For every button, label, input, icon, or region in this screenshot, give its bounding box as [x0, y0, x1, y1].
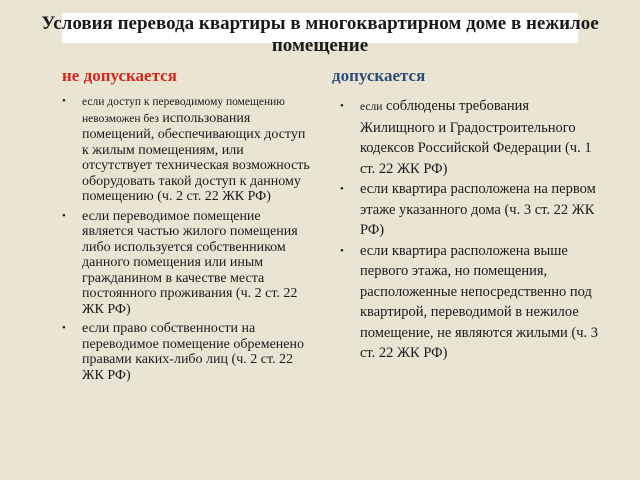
allowed-list — [340, 96, 602, 364]
bullet-icon: • — [340, 100, 344, 112]
bullet-icon: • — [340, 244, 344, 257]
list-item — [62, 94, 312, 205]
item-text: если квартира расположена на первом этаже указанного дома (ч. 3 ст. 22 ЖК РФ) — [360, 181, 596, 238]
item-text: если квартира расположена выше первого этажа, но помещения, расположенные непосредственно под квартирой, переводимой в нежилое помещение, не являются жилыми (ч. 3 ст. 22 ЖК РФ) — [360, 242, 599, 361]
item-text: соблюдены требования Жилищного и Градостроительного кодексов Российской Федерации (ч. 1 ст. 22 ЖК РФ) — [360, 98, 592, 177]
item-text: использования помещений, обеспечивающих доступ к жилым помещениям, или отсутствует техническая возможность оборудовать такой доступ к данному помещению (ч. 2 ст. 22 ЖК РФ) — [82, 110, 310, 204]
item-text: если право собственности на переводимое помещение обременено правами каких-либо лиц (ч. 2 ст. 22 ЖК РФ) — [82, 321, 304, 383]
bullet-icon: • — [62, 95, 66, 107]
list-item — [62, 209, 312, 318]
list-item — [340, 241, 602, 364]
list-item — [340, 96, 602, 179]
not-allowed-list — [62, 94, 312, 387]
not-allowed-heading: не допускается — [62, 66, 177, 85]
allowed-heading: допускается — [332, 66, 426, 85]
bullet-icon: • — [340, 183, 344, 195]
bullet-icon: • — [62, 209, 66, 222]
item-lead: если доступ к переводимому помещению невозможен без — [82, 96, 285, 125]
list-item — [62, 321, 312, 383]
page-title: Условия перевода квартиры в многоквартирном доме в нежилое помещение — [41, 13, 599, 56]
bullet-icon: • — [62, 322, 66, 334]
item-lead: если — [360, 101, 383, 113]
item-text: если переводимое помещение является частью жилого помещения либо используется собственником данного помещения или иным гражданином в качестве места постоянного проживания (ч. 2 ст. 22 ЖК РФ) — [82, 208, 298, 317]
list-item — [340, 179, 602, 241]
